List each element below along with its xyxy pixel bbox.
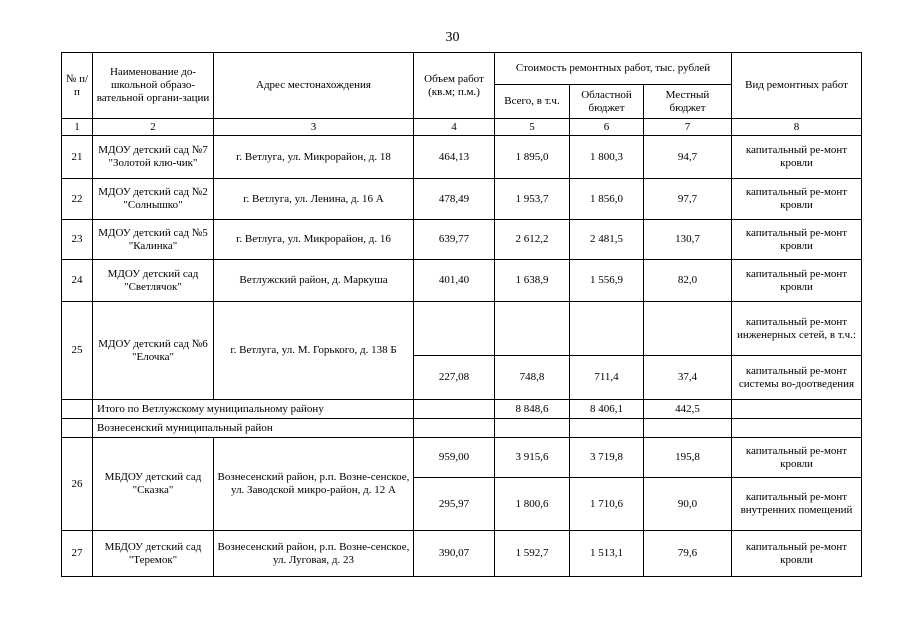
org-name: МДОУ детский сад "Светлячок" [93,260,214,302]
org-name: МДОУ детский сад №6 "Елочка" [93,302,214,400]
volume: 227,08 [414,356,495,400]
volume [414,302,495,356]
repair-type: капитальный ре-монт кровли [732,531,862,577]
empty-cell [62,400,93,419]
org-name: МДОУ детский сад №7 "Золотой клю-чик" [93,136,214,179]
subtotal-regional: 8 406,1 [570,400,644,419]
page-number: 30 [445,30,460,45]
cost-local: 37,4 [644,356,732,400]
column-numbers-row [62,119,862,136]
table-row [62,260,862,302]
repair-costs-table [61,52,862,577]
address: г. Ветлуга, ул. М. Горького, д. 138 Б [214,302,414,400]
cost-total: 1 895,0 [495,136,570,179]
empty-cell [414,419,495,438]
volume [414,400,495,419]
cost-regional: 1 710,6 [570,478,644,531]
col-number: 6 [570,119,644,136]
cost-local: 130,7 [644,220,732,260]
cost-local: 97,7 [644,179,732,220]
volume: 478,49 [414,179,495,220]
empty-cell [570,419,644,438]
address: г. Ветлуга, ул. Микрорайон, д. 18 [214,136,414,179]
repair-type: капитальный ре-монт внутренних помещений [732,478,862,531]
table-row [62,179,862,220]
repair-type: капитальный ре-монт инженерных сетей, в т.ч.: [732,302,862,356]
org-name: МДОУ детский сад №2 "Солнышко" [93,179,214,220]
cost-local: 90,0 [644,478,732,531]
cost-regional: 2 481,5 [570,220,644,260]
cost-total: 748,8 [495,356,570,400]
org-name: МБДОУ детский сад "Теремок" [93,531,214,577]
cost-local: 79,6 [644,531,732,577]
cost-total: 3 915,6 [495,438,570,478]
cost-total: 1 800,6 [495,478,570,531]
row-num: 23 [62,220,93,260]
cost-total: 2 612,2 [495,220,570,260]
header-regional: Областной бюджет [570,85,644,119]
address: Вознесенский район, р.п. Возне-сенское, ул. Луговая, д. 23 [214,531,414,577]
cost-local [644,302,732,356]
address: Вознесенский район, р.п. Возне-сенское, ул. Заводской микро-район, д. 12 А [214,438,414,531]
table-row [62,136,862,179]
header-row [62,53,862,85]
cost-total: 1 592,7 [495,531,570,577]
volume: 390,07 [414,531,495,577]
cost-local: 195,8 [644,438,732,478]
header-local: Местный бюджет [644,85,732,119]
header-name: Наименование до-школьной образо-вательной органи-зации [93,53,214,119]
row-num: 26 [62,438,93,531]
repair-type [732,400,862,419]
cost-local: 82,0 [644,260,732,302]
volume: 959,00 [414,438,495,478]
repair-type: капитальный ре-монт системы во-доотведения [732,356,862,400]
header-total: Всего, в т.ч. [495,85,570,119]
col-number: 2 [93,119,214,136]
org-name: МБДОУ детский сад "Сказка" [93,438,214,531]
row-num: 27 [62,531,93,577]
org-name: МДОУ детский сад №5 "Калинка" [93,220,214,260]
volume: 639,77 [414,220,495,260]
subtotal-row [62,400,862,419]
table-row [62,302,862,356]
section-title: Вознесенский муниципальный район [93,419,414,438]
empty-cell [495,419,570,438]
repair-type: капитальный ре-монт кровли [732,438,862,478]
cost-local: 94,7 [644,136,732,179]
cost-regional [570,302,644,356]
col-number: 4 [414,119,495,136]
volume: 401,40 [414,260,495,302]
section-row [62,419,862,438]
header-volume: Объем работ (кв.м; п.м.) [414,53,495,119]
empty-cell [644,419,732,438]
cost-total [495,302,570,356]
col-number: 1 [62,119,93,136]
row-num: 24 [62,260,93,302]
col-number: 3 [214,119,414,136]
cost-total: 1 638,9 [495,260,570,302]
repair-type: капитальный ре-монт кровли [732,220,862,260]
cost-regional: 1 513,1 [570,531,644,577]
repair-type: капитальный ре-монт кровли [732,260,862,302]
repair-type: капитальный ре-монт кровли [732,179,862,220]
subtotal-total: 8 848,6 [495,400,570,419]
row-num: 25 [62,302,93,400]
volume: 295,97 [414,478,495,531]
cost-regional: 3 719,8 [570,438,644,478]
address: г. Ветлуга, ул. Микрорайон, д. 16 [214,220,414,260]
empty-cell [732,419,862,438]
repair-type: капитальный ре-монт кровли [732,136,862,179]
row-num: 22 [62,179,93,220]
address: Ветлужский район, д. Маркуша [214,260,414,302]
empty-cell [62,419,93,438]
table-row [62,438,862,478]
table-row [62,220,862,260]
cost-regional: 1 856,0 [570,179,644,220]
subtotal-label: Итого по Ветлужскому муниципальному району [93,400,414,419]
cost-regional: 711,4 [570,356,644,400]
header-cost-group: Стоимость ремонтных работ, тыс. рублей [495,53,732,85]
header-type: Вид ремонтных работ [732,53,862,119]
subtotal-local: 442,5 [644,400,732,419]
cost-regional: 1 556,9 [570,260,644,302]
table-row [62,531,862,577]
col-number: 5 [495,119,570,136]
col-number: 7 [644,119,732,136]
volume: 464,13 [414,136,495,179]
header-num: № п/п [62,53,93,119]
cost-regional: 1 800,3 [570,136,644,179]
cost-total: 1 953,7 [495,179,570,220]
row-num: 21 [62,136,93,179]
col-number: 8 [732,119,862,136]
address: г. Ветлуга, ул. Ленина, д. 16 А [214,179,414,220]
header-address: Адрес местонахождения [214,53,414,119]
